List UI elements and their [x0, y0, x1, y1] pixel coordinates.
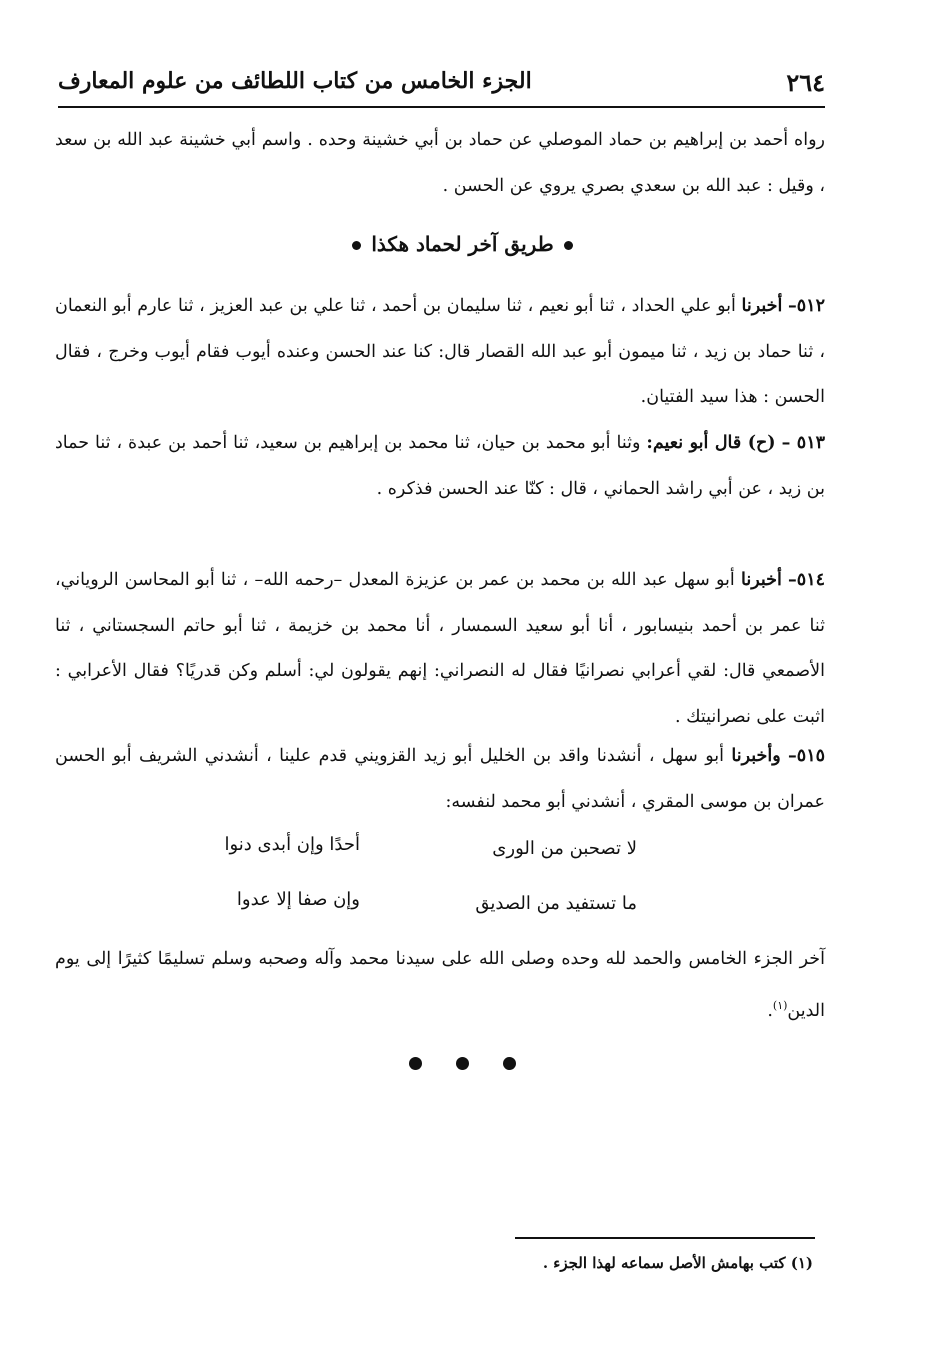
poem-line-1-second-hemistich: أحدًا وإن أبدى دنوا [224, 834, 360, 855]
section-heading-text: طريق آخر لحماد هكذا [371, 232, 554, 256]
end-ornament [0, 1055, 925, 1074]
hadith-entry-515 [55, 734, 825, 825]
footnote-reference: (١) [772, 998, 788, 1012]
closing-text: آخر الجزء الخامس والحمد لله وحده وصلى الله على سيدنا محمد وآله وصحبه وسلم تسليمًا كثيرًا إلى يوم الدين [55, 949, 825, 1021]
entry-number: ٥١٤– [788, 570, 825, 590]
running-title: الجزء الخامس من كتاب اللطائف من علوم المعارف [58, 68, 532, 94]
poem-line-2-second-hemistich: وإن صفا إلا عدوا [236, 889, 360, 910]
entry-text: وثنا أبو محمد بن حيان، ثنا محمد بن إبراهيم بن سعيد، ثنا أحمد بن عبدة ، ثنا حماد بن زيد ، عن أبي راشد الحماني ، قال : كنّا عند الحسن فذكره . [55, 433, 825, 499]
poem-line-2-first-hemistich: ما تستفيد من الصديق [475, 893, 637, 914]
entry-text: أبو سهل عبد الله بن محمد بن عمر بن عزيزة المعدل –رحمه الله– ، ثنا أبو المحاسن الروياني، ثنا عمر بن أحمد بنيسابور ، أنا أبو سعيد السمسار ، أنا محمد بن خزيمة ، ثنا أبو حاتم السجستاني ، ثنا الأصمعي قال: لقي أعرابي نصرانيًا فقال له النصراني: إنهم يقولون لي: أسلم وكن قدريًا؟ فقال الأعرابي : اثبت على نصرانيتك . [55, 570, 825, 727]
bullet-icon [352, 241, 361, 250]
dot-icon [409, 1057, 422, 1070]
intro-paragraph: رواه أحمد بن إبراهيم بن حماد الموصلي عن حماد بن أبي خشينة وحده . واسم أبي خشينة عبد الله بن سعد ، وقيل : عبد الله بن سعدي بصري يروي عن الحسن . [55, 130, 825, 196]
entry-number: ٥١٣ – [781, 433, 825, 453]
entry-number: ٥١٢– [788, 296, 825, 316]
poem-line-1-first-hemistich: لا تصحبن من الورى [492, 838, 637, 859]
page-number: ٢٦٤ [786, 68, 825, 97]
footnote: (١) كتب بهامش الأصل سماعه لهذا الجزء . [542, 1254, 813, 1272]
bullet-icon [564, 241, 573, 250]
section-heading [0, 232, 925, 256]
entry-lead: أخبرنا [741, 570, 782, 590]
footnote-divider [515, 1237, 815, 1239]
entry-lead: وأخبرنا [731, 746, 781, 766]
dot-icon [503, 1057, 516, 1070]
entry-text: أبو علي الحداد ، ثنا أبو نعيم ، ثنا سليمان بن أحمد ، ثنا علي بن عبد العزيز ، ثنا عارم أبو النعمان ، ثنا حماد بن زيد ، ثنا ميمون أبو عبد الله القصار قال: كنا عند الحسن وعنده أيوب فقام أيوب وخرج ، فقال الحسن : هذا سيد الفتيان. [55, 296, 825, 407]
dot-icon [456, 1057, 469, 1070]
running-header [58, 66, 825, 108]
hadith-entry-513 [55, 421, 825, 512]
entry-lead: (ح) قال أبو نعيم: [646, 433, 776, 453]
hadith-entry-512 [55, 284, 825, 421]
entry-lead: أخبرنا [741, 296, 783, 316]
entry-text: أبو سهل ، أنشدنا واقد بن الخليل أبو زيد القزويني قدم علينا ، أنشدني الشريف أبو الحسن عمران بن موسى المقري ، أنشدني أبو محمد لنفسه: [55, 746, 825, 812]
closing-paragraph: آخر الجزء الخامس والحمد لله وحده وصلى الله على سيدنا محمد وآله وصحبه وسلم تسليمًا كثيرًا إلى يوم الدين$^{(١)}$. [55, 949, 825, 1021]
hadith-entry-514 [55, 558, 825, 740]
entry-number: ٥١٥– [788, 746, 825, 766]
